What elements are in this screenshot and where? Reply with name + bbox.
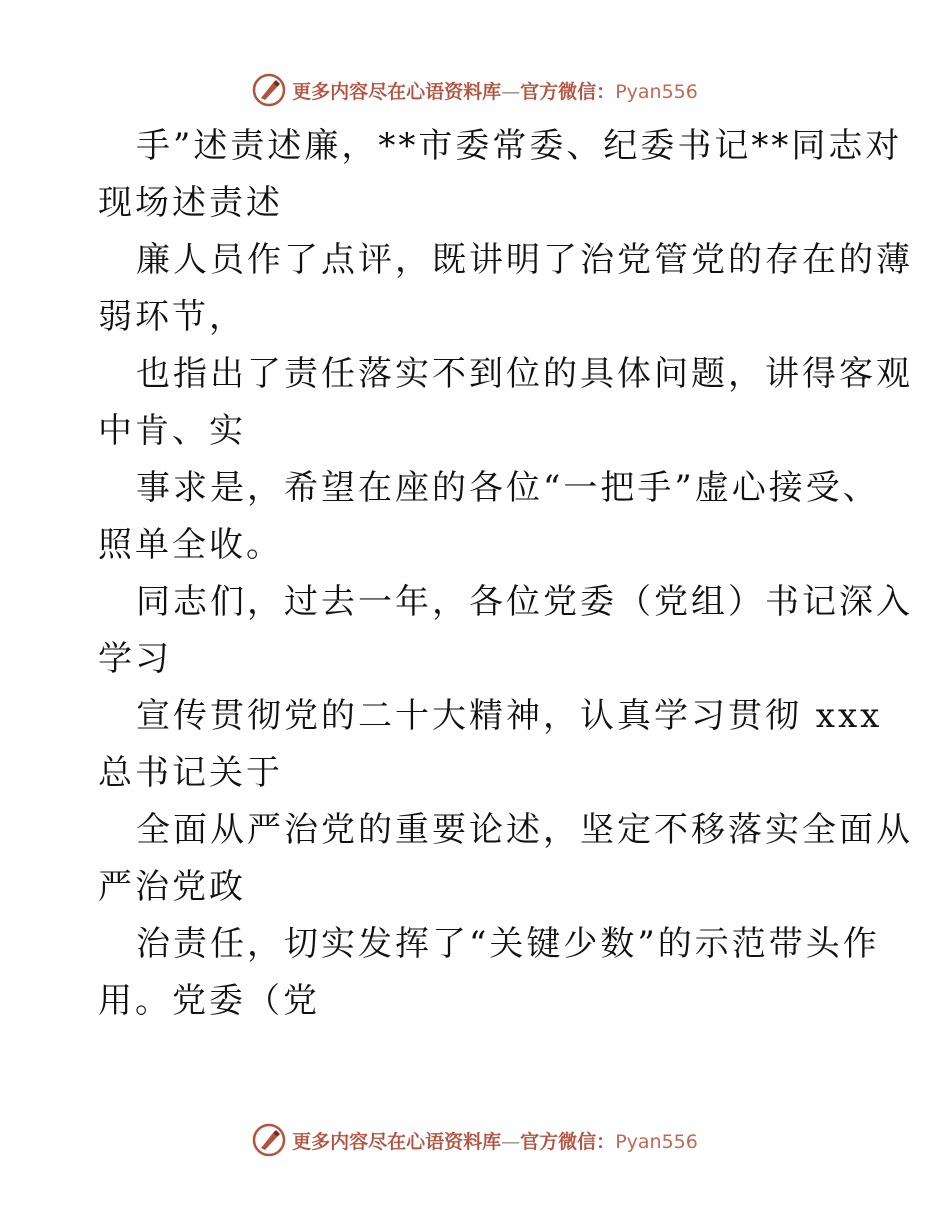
text-line: 廉人员作了点评，既讲明了治党管党的存在的薄 (136, 240, 913, 280)
text-line: 中肯、实 (98, 411, 246, 451)
text-line: 总书记关于 (98, 753, 283, 793)
pen-nib-seal-icon (252, 1123, 286, 1157)
text-line: 手”述责述廉，**市委常委、纪委书记**同志对 (136, 126, 903, 166)
text-line: 宣传贯彻党的二十大精神，认真学习贯彻 xxx (136, 696, 883, 736)
text-line: 事求是，希望在座的各位“一把手”虚心接受、 (136, 468, 880, 508)
text-line: 现场述责述 (98, 183, 283, 223)
watermark-text: 更多内容尽在心语资料库—官方微信：Pyan556 (292, 80, 698, 103)
text-line: 治责任，切实发挥了“关键少数”的示范带头作 (136, 924, 880, 964)
document-body (98, 118, 913, 1030)
pen-nib-seal-icon (252, 73, 286, 107)
header-watermark (0, 70, 950, 110)
text-line: 照单全收。 (98, 525, 283, 565)
text-line: 学习 (98, 639, 172, 679)
watermark-text: 更多内容尽在心语资料库—官方微信：Pyan556 (292, 1130, 698, 1153)
text-line: 用。党委（党 (98, 981, 320, 1021)
text-line: 也指出了责任落实不到位的具体问题，讲得客观 (136, 354, 913, 394)
text-line: 同志们，过去一年，各位党委（党组）书记深入 (136, 582, 913, 622)
text-line: 严治党政 (98, 867, 246, 907)
footer-watermark (0, 1120, 950, 1160)
text-line: 弱环节， (98, 297, 246, 337)
text-line: 全面从严治党的重要论述，坚定不移落实全面从 (136, 810, 913, 850)
